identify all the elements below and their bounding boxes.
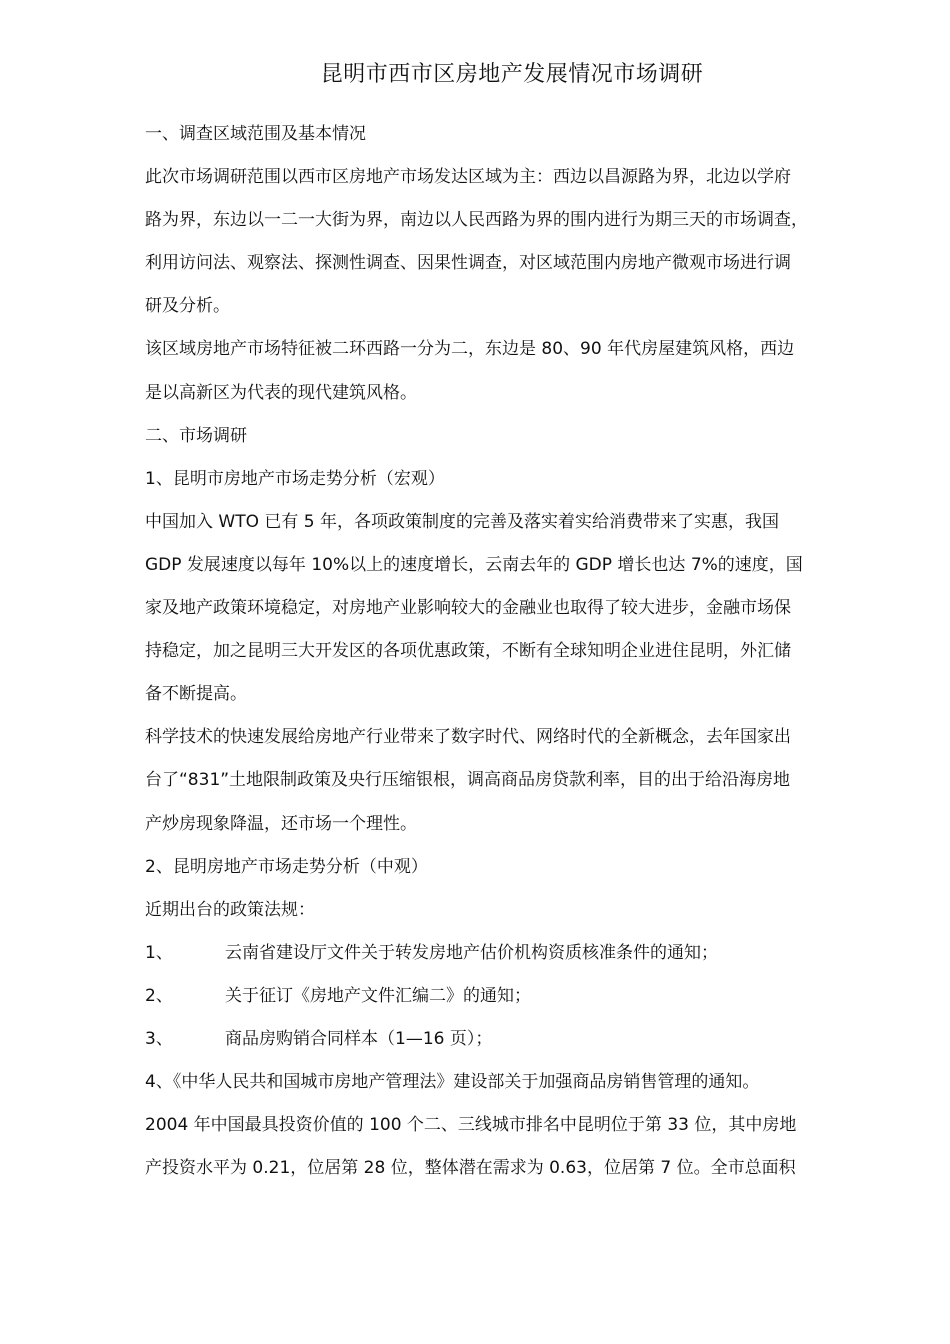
paragraph-line: 近期出台的政策法规：	[145, 899, 315, 920]
document-title: 昆明市西市区房地产发展情况市场调研	[320, 62, 704, 87]
list-item	[145, 1018, 890, 1061]
list-item-text: 商品房购销合同样本（1—16 页）；	[225, 1028, 493, 1049]
paragraph-line: 路为界，东边以一二一大街为界，南边以人民西路为界的围内进行为期三天的市场调查，	[145, 210, 808, 231]
paragraph-line: 科学技术的快速发展给房地产行业带来了数字时代、网络时代的全新概念，去年国家出	[145, 727, 791, 748]
list-item-number: 2、	[145, 985, 173, 1006]
list-item	[145, 932, 890, 975]
paragraph-line: 该区域房地产市场特征被二环西路一分为二，东边是 80、90 年代房屋建筑风格，西边	[145, 339, 795, 360]
list-item	[145, 975, 890, 1018]
section-heading: 二、市场调研	[145, 425, 247, 446]
paragraph-line: 产炒房现象降温，还市场一个理性。	[145, 813, 417, 834]
paragraph-line: 2004 年中国最具投资价值的 100 个二、三线城市排名中昆明位于第 33 位，其中房地	[145, 1115, 797, 1136]
paragraph-line: 研及分析。	[145, 296, 230, 317]
subsection-heading: 1、昆明市房地产市场走势分析（宏观）	[145, 468, 445, 489]
list-item-text: 云南省建设厅文件关于转发房地产估价机构资质核准条件的通知；	[225, 942, 718, 963]
paragraph-line: 中国加入 WTO 已有 5 年，各项政策制度的完善及落实着实给消费带来了实惠，我国	[145, 511, 780, 532]
list-item-text: 关于征订《房地产文件汇编二》的通知；	[225, 985, 531, 1006]
paragraph-line: GDP 发展速度以每年 10%以上的速度增长，云南去年的 GDP 增长也达 7%的速度，国	[145, 554, 803, 575]
list-item-number: 3、	[145, 1028, 173, 1049]
paragraph-line: 备不断提高。	[145, 684, 247, 705]
paragraph-line: 利用访问法、观察法、探测性调查、因果性调查，对区域范围内房地产微观市场进行调	[145, 253, 791, 274]
subsection-heading: 2、昆明房地产市场走势分析（中观）	[145, 856, 428, 877]
list-item-number: 1、	[145, 942, 173, 963]
document-body	[145, 113, 890, 1190]
paragraph-line: 持稳定，加之昆明三大开发区的各项优惠政策，不断有全球知明企业进住昆明，外汇储	[145, 641, 791, 662]
section-heading: 一、调查区域范围及基本情况	[145, 124, 366, 144]
paragraph-line: 家及地产政策环境稳定，对房地产业影响较大的金融业也取得了较大进步，金融市场保	[145, 598, 791, 619]
paragraph-line: 是以高新区为代表的现代建筑风格。	[145, 382, 417, 403]
paragraph-line: 产投资水平为 0.21，位居第 28 位，整体潜在需求为 0.63，位居第 7 位。全市总面积	[145, 1158, 796, 1179]
paragraph-line: 台了“831”土地限制政策及央行压缩银根，调高商品房贷款利率，目的出于给沿海房地	[145, 770, 791, 791]
paragraph-line: 4、《中华人民共和国城市房地产管理法》建设部关于加强商品房销售管理的通知。	[145, 1072, 760, 1093]
paragraph-line: 此次市场调研范围以西市区房地产市场发达区域为主：西边以昌源路为界，北边以学府	[145, 167, 791, 188]
